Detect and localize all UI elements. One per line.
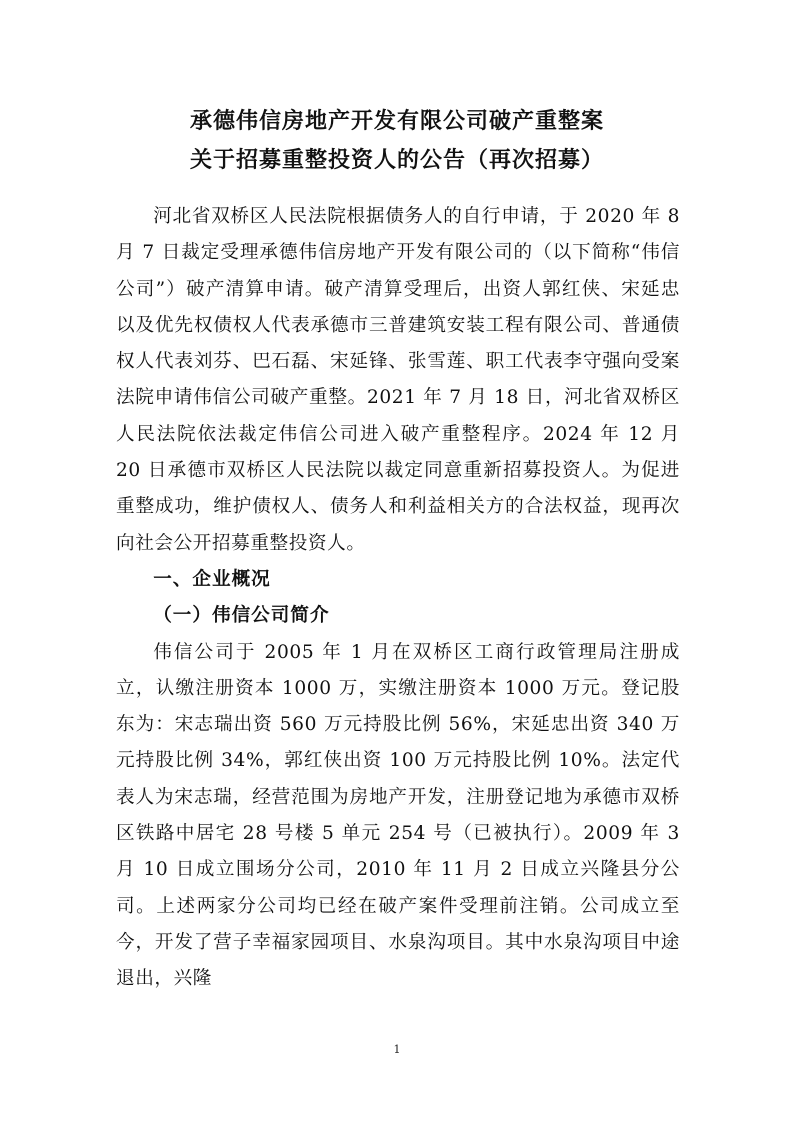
document-title-line-2: 关于招募重整投资人的公告（再次招募） bbox=[189, 148, 604, 173]
subsection-heading-company-profile: （一）伟信公司简介 bbox=[153, 605, 330, 627]
document-body bbox=[116, 199, 680, 998]
page-number: 1 bbox=[393, 1043, 401, 1056]
paragraph-intro: 河北省双桥区人民法院根据债务人的自行申请，于 2020 年 8 月 7 日裁定受理承德伟信房地产开发有限公司的（以下简称“伟信公司”）破产清算申请。破产清算受理后，出资人郭红侠、宋延忠以及优先权债权人代表承德市三普建筑安装工程有限公司、普通债权人代表刘芬、巴石磊、宋延锋、张雪莲、职工代表李守强向受案法院申请伟信公司破产重整。2021 年 7 月 18 日，河北省双桥区人民法院依法裁定伟信公司进入破产重整程序。2024 年 12 月 20 日承德市双桥区人民法院以裁定同意重新招募投资人。为促进重整成功，维护债权人、债务人和利益相关方的合法权益，现再次向社会公开招募重整投资人。 bbox=[116, 206, 680, 554]
document-title-line-1: 承德伟信房地产开发有限公司破产重整案 bbox=[189, 109, 604, 134]
paragraph-company-profile: 伟信公司于 2005 年 1 月在双桥区工商行政管理局注册成立，认缴注册资本 1000 万，实缴注册资本 1000 万元。登记股东为：宋志瑞出资 560 万元持股比例 56%，宋延忠出资 340 万元持股比例 34%，郭红侠出资 100 万元持股比例 10%。法定代表人为宋志瑞，经营范围为房地产开发，注册登记地为承德市双桥区铁路中居宅 28 号楼 5 单元 254 号（已被执行）。2009 年 3 月 10 日成立围场分公司，2010 年 11 月 2 日成立兴隆县分公司。上述两家分公司均已经在破产案件受理前注销。公司成立至今，开发了营子幸福家园项目、水泉沟项目。其中水泉沟项目中途退出，兴隆 bbox=[116, 641, 680, 990]
section-heading-company-overview: 一、企业概况 bbox=[153, 568, 271, 590]
